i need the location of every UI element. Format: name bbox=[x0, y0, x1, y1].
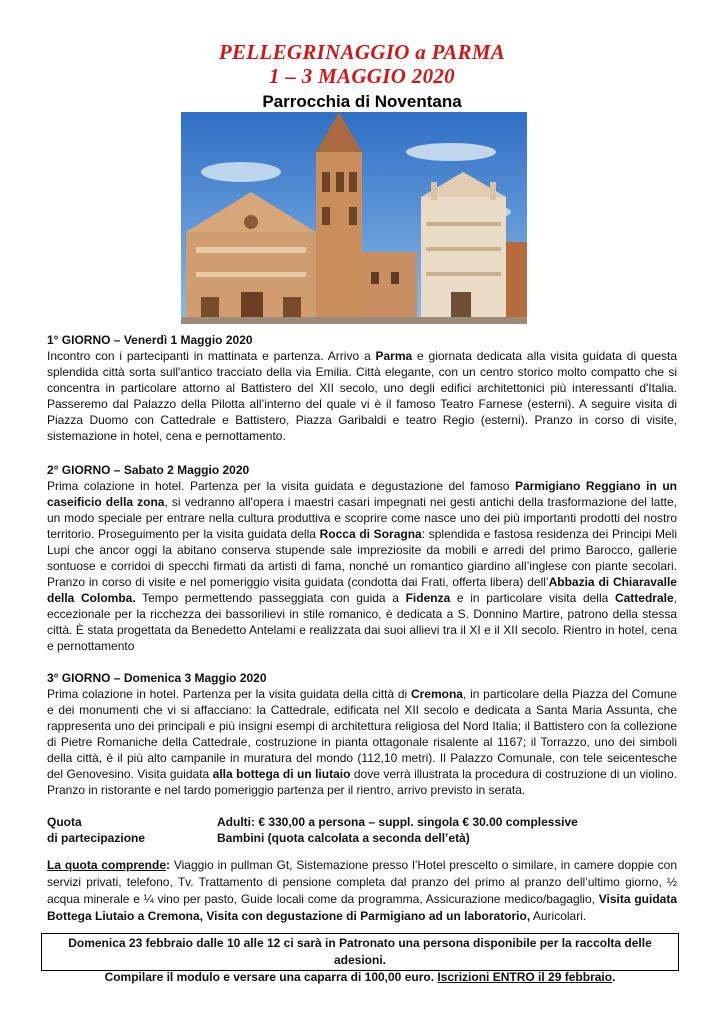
price-label-1: Quota bbox=[47, 815, 82, 829]
day-3-heading: 3° GIORNO – Domenica 3 Maggio 2020 bbox=[47, 671, 267, 685]
notice-line-1: Domenica 23 febbraio dalle 10 alle 12 ci sarà in Patronato una persona disponibile per la raccolta delle adesioni. bbox=[68, 936, 652, 967]
notice-line-2: Compilare il modulo e versare una caparra di 100,00 euro. Iscrizioni ENTRO il 29 febbraio. bbox=[104, 970, 616, 984]
children-price: Bambini (quota calcolata a seconda dell’età) bbox=[217, 831, 470, 845]
title-line-1: PELLEGRINAGGIO a PARMA bbox=[218, 40, 506, 64]
adult-price: Adulti: € 330,00 a persona – suppl. singola € 30.00 complessive bbox=[217, 815, 578, 829]
included-label: La quota comprende bbox=[47, 858, 167, 872]
parma-cathedral-photo bbox=[181, 112, 527, 324]
day-2-text: Prima colazione in hotel. Partenza per la visita guidata e degustazione del famoso Parmigiano Reggiano in un caseificio della zona, si vedranno all'opera i maestri casari impegnati nei gesti antichi della trasformazione del latte, un modo speciale per entrare nella cultura produttiva e scoprire come nasce uno dei più importanti prodotti del nostro territorio. Proseguimento per la visita guidata della Rocca di Soragna: splendida e fastosa residenza dei Principi Meli Lupi che ancor oggi la abitano conserva stupende sale impreziosite da mobili e arredi del primo Barocco, gallerie sontuose e corridoi di specchi firmati da artisti di fama, nonché un romantico giardino all’inglese con piante secolari. Pranzo in corso di visite e nel pomeriggio visita guidata (condotta dai Frati, offerta libera) dell’Abbazia di Chiaravalle della Colomba. Tempo permettendo passeggiata con guida a Fidenza e in particolare visita della Cattedrale, eccezionale per la ricchezza dei bassorilievi in stile romanico, è dedicata a S. Donnino Martire, patrono della stessa città. È stata progettata da Benedetto Antelami e realizzata dai suoi allievi tra il XI e il XII secolo. Rientro in hotel, cena e pernottamento bbox=[47, 479, 678, 653]
included-section: La quota comprende: Viaggio in pullman Gt, Sistemazione presso l’Hotel prescelto o similare, in camere doppie con servizi privati, telefono, Tv. Trattamento di pensione completa dal pranzo del primo al pranzo dell’ultimo giorno, ½ acqua minerale e ¼ vino per pasto, Guide locali come da programma, Assicurazione medico/bagaglio, Visita guidata Bottega Liutaio a Cremona, Visita con degustazione di Parmigiano ad un laboratorio, Auricolari. bbox=[47, 858, 678, 923]
subtitle: Parrocchia di Noventana bbox=[262, 92, 462, 111]
price-label-2: di partecipazione bbox=[47, 831, 146, 845]
day-2-heading: 2° GIORNO – Sabato 2 Maggio 2020 bbox=[47, 463, 250, 477]
day-2-section bbox=[47, 462, 677, 654]
day-1-heading: 1° GIORNO – Venerdì 1 Maggio 2020 bbox=[47, 333, 253, 347]
deadline: Iscrizioni ENTRO il 29 febbraio bbox=[437, 970, 613, 984]
day-1-section bbox=[47, 332, 677, 444]
day-3-text: Prima colazione in hotel. Partenza per la visita guidata della città di Cremona, in particolare della Piazza del Comune e dei monumenti che vi si affacciano: la Cattedrale, edificata nel XII secolo e dedicata a Santa Maria Assunta, che rappresenta uno dei principali e più insigni esempi di architettura religiosa del Nord Italia; il Battistero con la collezione di Pietre Romaniche della Cattedrale, costruzione in pianta ottagonale risalente al 1167; il Torrazzo, uno dei simboli della città, è il più alto campanile in muratura del mondo (112,10 metri). Il Palazzo Comunale, con tele seicentesche del Genovesino. Visita guidata alla bottega di un liutaio dove verrà illustrata la procedura di costruzione di un violino. Pranzo in ristorante e nel tardo pomeriggio partenza per il rientro, arrivo previsto in serata. bbox=[47, 687, 677, 797]
title-line-2: 1 – 3 MAGGIO 2020 bbox=[269, 64, 455, 88]
enrollment-notice bbox=[41, 933, 679, 984]
day-1-text: Incontro con i partecipanti in mattinata e partenza. Arrivo a Parma e giornata dedicata alla visita guidata di questa splendida città sorta sull'antico tracciato della via Emilia. Città elegante, con un centro storico molto compatto che si concentra in particolare attorno al Battistero del XII secolo, uno degli edifici architettonici più interessanti d'Italia. Passeremo dal Palazzo della Pilotta all’interno del quale vi è il famoso Teatro Farnese (esterni). A seguire visita di Piazza Duomo con Cattedrale e Battistero, Piazza Garibaldi e teatro Regio (esterni). Pranzo in corso di visite, sistemazione in hotel, cena e pernottamento. bbox=[47, 349, 677, 443]
day-3-section bbox=[47, 670, 677, 798]
